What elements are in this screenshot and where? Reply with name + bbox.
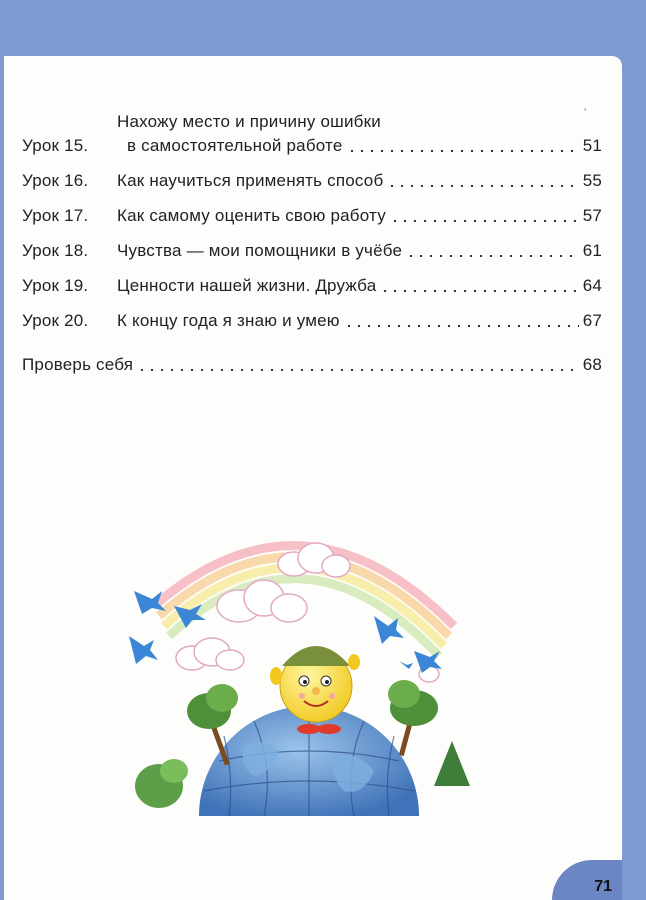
toc-entry-lesson-16 (22, 171, 602, 191)
toc-entry-lesson-19 (22, 276, 602, 296)
toc-entry-page: 55 (582, 171, 602, 190)
toc-entry-label: Урок 16. (22, 171, 89, 190)
toc-entry-page: 64 (582, 276, 602, 295)
toc-entry-page: 57 (582, 206, 602, 225)
leader-dots (137, 369, 579, 371)
toc-entry-page: 51 (582, 136, 602, 155)
toc-entry-lesson-17 (22, 206, 602, 226)
leader-dots (387, 185, 579, 187)
toc-entry-title: Как научиться применять способ (117, 171, 384, 190)
leader-dots (344, 325, 579, 327)
leader-dots (406, 255, 579, 257)
toc-entry-title: Как самому оценить свою работу (117, 206, 386, 225)
toc-entry-title: К концу года я знаю и умею (117, 311, 340, 330)
print-mark: ʼ (584, 108, 587, 119)
toc-entry-title: Ценности нашей жизни. Дружба (117, 276, 377, 295)
toc-entry-lesson-15 (22, 112, 602, 156)
toc-entry-lesson-18 (22, 241, 602, 261)
toc-entry-title: Проверь себя (22, 355, 134, 374)
toc-entry-page: 61 (582, 241, 602, 260)
page-number-tab (552, 860, 622, 900)
toc-entry-title: в самостоятельной работе (127, 136, 343, 155)
toc-entry-label: Урок 15. (22, 136, 89, 155)
table-of-contents (22, 106, 602, 375)
toc-entry-page: 67 (582, 311, 602, 330)
toc-entry-label: Урок 20. (22, 311, 89, 330)
toc-entry-page: 68 (582, 355, 602, 374)
toc-entry-lesson-20 (22, 311, 602, 331)
leader-dots (347, 150, 579, 152)
globe-rainbow-illustration (104, 486, 504, 846)
toc-entry-title: Чувства — мои помощники в учёбе (117, 241, 403, 260)
toc-entry-check-yourself (22, 355, 602, 375)
page-number: 71 (594, 878, 612, 895)
book-page (4, 56, 622, 900)
leader-dots (380, 290, 579, 292)
toc-entry-label: Урок 18. (22, 241, 89, 260)
toc-entry-label: Урок 17. (22, 206, 89, 225)
toc-entry-label: Урок 19. (22, 276, 89, 295)
toc-entry-title-line1: Нахожу место и причину ошибки (117, 112, 381, 131)
leader-dots (390, 220, 579, 222)
